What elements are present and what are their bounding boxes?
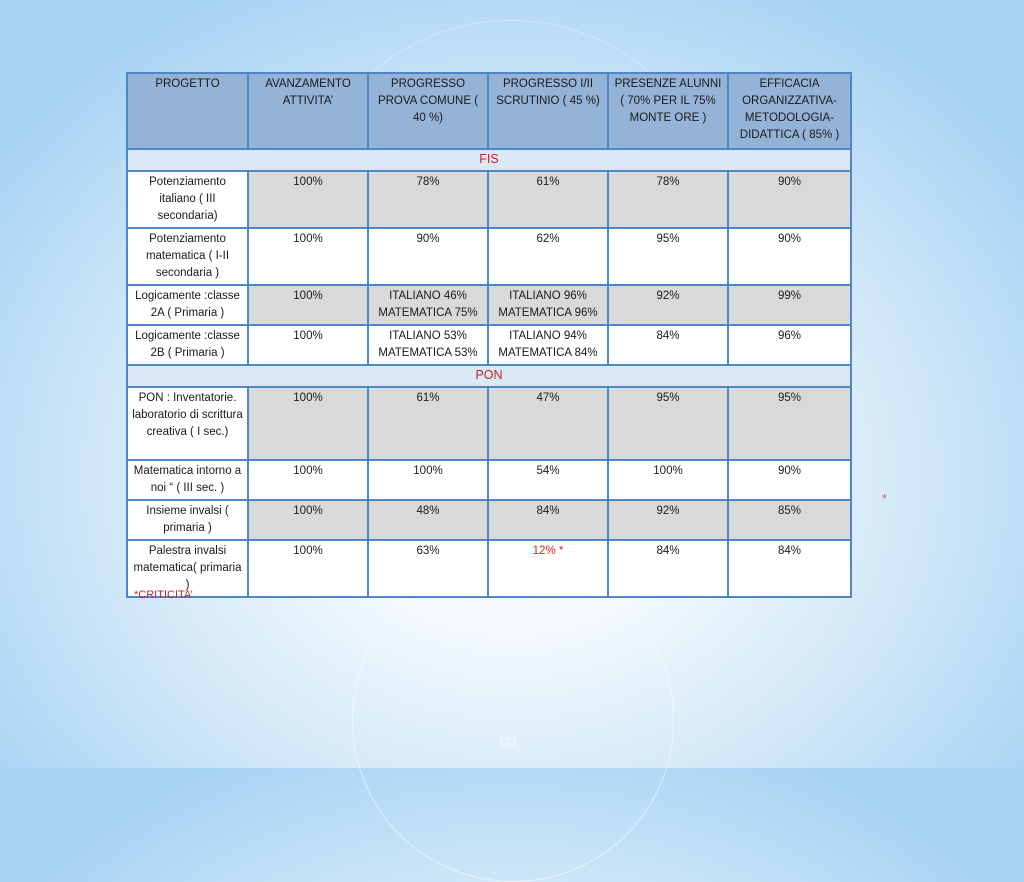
critical-cell: 12% * xyxy=(488,540,608,597)
table-cell: 100% xyxy=(248,171,368,228)
table-cell: 100% xyxy=(248,500,368,540)
column-header: PRESENZE ALUNNI ( 70% PER IL 75% MONTE ORE ) xyxy=(608,73,728,149)
project-name-cell: Potenziamento italiano ( III secondaria) xyxy=(127,171,248,228)
column-header: EFFICACIA ORGANIZZATIVA-METODOLOGIA-DIDATTICA ( 85% ) xyxy=(728,73,851,149)
table-cell: ITALIANO 96% MATEMATICA 96% xyxy=(488,285,608,325)
table-header-row xyxy=(127,73,851,149)
section-label: PON xyxy=(127,365,851,387)
table-cell: 90% xyxy=(728,460,851,500)
project-name-cell: PON : Inventatorie. laboratorio di scrittura creativa ( I sec.) xyxy=(127,387,248,460)
page-number: 121 xyxy=(498,735,519,749)
column-header: AVANZAMENTO ATTIVITA’ xyxy=(248,73,368,149)
table-cell: ITALIANO 94% MATEMATICA 84% xyxy=(488,325,608,365)
table-row xyxy=(127,285,851,325)
table-cell: 100% xyxy=(248,460,368,500)
table-cell: 100% xyxy=(368,460,488,500)
table-cell: 95% xyxy=(728,387,851,460)
project-name-cell: Matematica intorno a noi “ ( III sec. ) xyxy=(127,460,248,500)
table-cell: 92% xyxy=(608,500,728,540)
table-cell: 78% xyxy=(368,171,488,228)
column-header: PROGRESSO I/II SCRUTINIO ( 45 %) xyxy=(488,73,608,149)
table-cell: 47% xyxy=(488,387,608,460)
table-cell: 92% xyxy=(608,285,728,325)
table-cell: 100% xyxy=(608,460,728,500)
column-header: PROGETTO xyxy=(127,73,248,149)
table-row xyxy=(127,500,851,540)
table-cell: 100% xyxy=(248,540,368,597)
table-row xyxy=(127,228,851,285)
section-row-fis xyxy=(127,149,851,171)
section-label: FIS xyxy=(127,149,851,171)
table-cell: 84% xyxy=(608,540,728,597)
table-cell: 100% xyxy=(248,325,368,365)
table-cell: 84% xyxy=(608,325,728,365)
table-cell: 61% xyxy=(368,387,488,460)
column-header: PROGRESSO PROVA COMUNE ( 40 %) xyxy=(368,73,488,149)
table-row xyxy=(127,325,851,365)
project-name-cell: Palestra invalsi matematica( primaria ) xyxy=(127,540,248,597)
project-results-table xyxy=(126,72,852,598)
table-cell: 48% xyxy=(368,500,488,540)
table-row xyxy=(127,387,851,460)
project-name-cell: Logicamente :classe 2B ( Primaria ) xyxy=(127,325,248,365)
table-cell: 61% xyxy=(488,171,608,228)
table-row xyxy=(127,540,851,597)
table-cell: 85% xyxy=(728,500,851,540)
table-cell: 62% xyxy=(488,228,608,285)
table-row xyxy=(127,171,851,228)
table-cell: 84% xyxy=(728,540,851,597)
table-cell: 99% xyxy=(728,285,851,325)
table-cell: ITALIANO 53% MATEMATICA 53% xyxy=(368,325,488,365)
table-cell: 90% xyxy=(728,171,851,228)
section-row-pon xyxy=(127,365,851,387)
table-cell: 96% xyxy=(728,325,851,365)
table-row xyxy=(127,460,851,500)
table-cell: 90% xyxy=(368,228,488,285)
table-cell: 54% xyxy=(488,460,608,500)
table-cell: 78% xyxy=(608,171,728,228)
table-cell: 100% xyxy=(248,285,368,325)
table-cell: 63% xyxy=(368,540,488,597)
table-cell: 100% xyxy=(248,387,368,460)
table-cell: ITALIANO 46% MATEMATICA 75% xyxy=(368,285,488,325)
table-cell: 90% xyxy=(728,228,851,285)
criticality-note: *CRITICITA’ xyxy=(134,589,193,601)
table-cell: 100% xyxy=(248,228,368,285)
project-name-cell: Logicamente :classe 2A ( Primaria ) xyxy=(127,285,248,325)
table-cell: 95% xyxy=(608,387,728,460)
table-cell: 84% xyxy=(488,500,608,540)
table-cell: 95% xyxy=(608,228,728,285)
project-name-cell: Potenziamento matematica ( I-II secondaria ) xyxy=(127,228,248,285)
project-name-cell: Insieme invalsi ( primaria ) xyxy=(127,500,248,540)
decorative-ring xyxy=(352,560,674,882)
asterisk-mark: * xyxy=(882,491,888,506)
